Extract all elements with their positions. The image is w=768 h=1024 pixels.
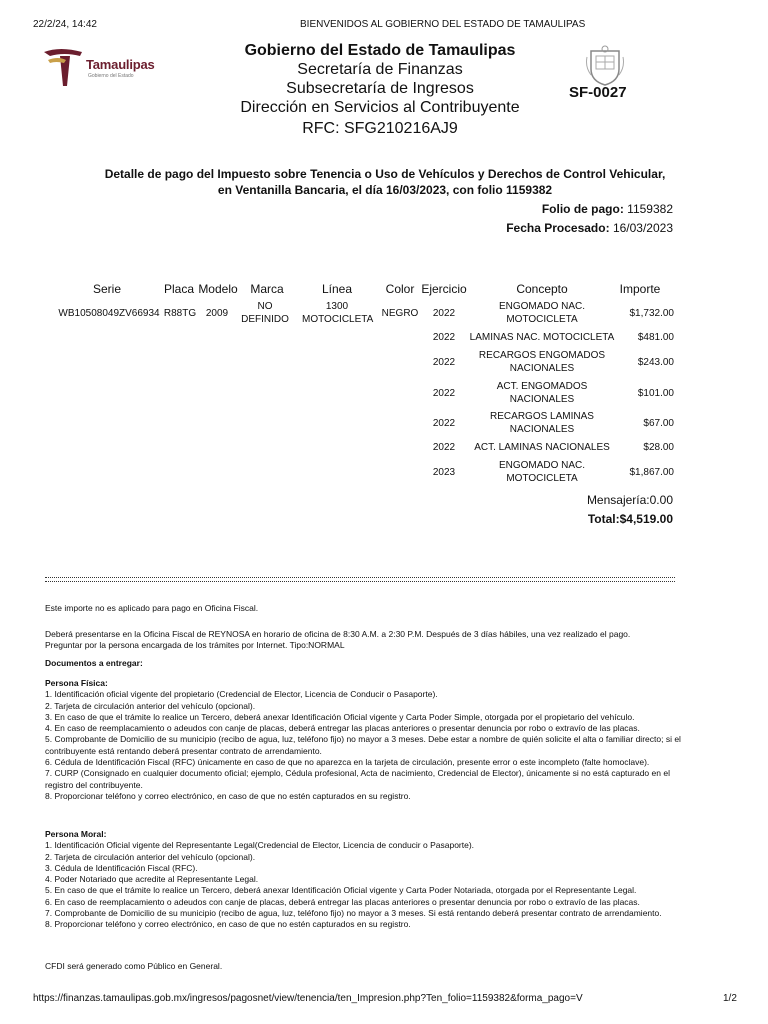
row-importe: $28.00	[643, 442, 674, 453]
table-row	[42, 380, 682, 406]
row-ejercicio: 2022	[432, 442, 456, 453]
header-government: Gobierno del Estado de Tamaulipas	[244, 42, 516, 59]
detail-title-line2: en Ventanilla Bancaria, el día 16/03/2023, con folio 1159382	[217, 183, 553, 197]
row-concepto	[467, 380, 617, 406]
folio-label: Folio de pago:	[541, 202, 624, 216]
th-concepto: Concepto	[516, 282, 568, 296]
th-importe: Importe	[619, 282, 661, 296]
row-importe: $243.00	[637, 357, 674, 368]
row-concepto	[467, 441, 617, 454]
row-concepto-line1: ACT. ENGOMADOS	[496, 381, 588, 392]
header-subsecretaria: Subsecretaría de Ingresos	[286, 80, 474, 97]
th-linea: Línea	[321, 282, 353, 296]
table-row	[42, 349, 682, 375]
list-item: 5. En caso de que el trámite lo realice un Tercero, deberá anexar Identificación Oficial vigente y Carta Poder Notariada, otorgada por el Representante Legal.	[45, 885, 637, 896]
row-concepto	[467, 300, 617, 326]
dotted-divider	[45, 577, 675, 582]
row-concepto-line2: MOTOCICLETA	[506, 314, 578, 325]
row-importe: $1,867.00	[629, 467, 674, 478]
persona-fisica-title: Persona Física:	[45, 678, 108, 688]
row-concepto	[467, 331, 617, 344]
list-item: 1. Identificación oficial vigente del propietario (Credencial de Elector, Licencia de Conducir o Pasaporte).	[45, 689, 438, 700]
table-row	[42, 330, 682, 344]
row-ejercicio: 2022	[432, 308, 456, 319]
list-item: 4. Poder Notariado que acredite al Representante Legal.	[45, 874, 259, 885]
row-ejercicio: 2023	[432, 467, 456, 478]
row-concepto-line1: RECARGOS ENGOMADOS	[478, 350, 606, 361]
table-row	[42, 441, 682, 455]
th-modelo: Modelo	[198, 282, 238, 296]
row-importe: $481.00	[637, 332, 674, 343]
list-item: 2. Tarjeta de circulación anterior del vehículo (opcional).	[45, 851, 256, 862]
table-row	[42, 459, 682, 485]
row-ejercicio: 2022	[432, 418, 456, 429]
list-item: 3. En caso de que el trámite lo realice un Tercero, deberá anexar Identificación Oficial vigente y Carta Poder Simple, otorgada por el propietario del vehículo.	[45, 711, 635, 722]
th-placa: Placa	[163, 282, 195, 296]
folio-value: 1159382	[627, 202, 673, 216]
vehicle-marca-line1: NO	[257, 301, 273, 312]
row-concepto-line2: NACIONALES	[509, 363, 575, 374]
header-secretaria: Secretaría de Finanzas	[297, 61, 463, 78]
fecha-label: Fecha Procesado:	[506, 221, 610, 235]
vehicle-linea-line2: MOTOCICLETA	[302, 314, 374, 325]
row-concepto-line2: NACIONALES	[509, 394, 575, 405]
total-amount	[588, 512, 673, 526]
fecha-procesado	[506, 221, 673, 235]
documentos-heading: Documentos a entregar:	[45, 658, 143, 668]
table-row	[42, 410, 682, 436]
note-no-fiscal: Este importe no es aplicado para pago en Oficina Fiscal.	[45, 603, 259, 613]
row-concepto	[467, 410, 617, 436]
row-concepto-line1: LAMINAS NAC. MOTOCICLETA	[469, 332, 615, 343]
page-url: https://finanzas.tamaulipas.gob.mx/ingresos/pagosnet/view/tenencia/ten_Impresion.php?Ten_folio=1159382&forma_pago=V	[33, 993, 583, 1004]
th-serie: Serie	[92, 282, 121, 296]
row-importe: $1,732.00	[629, 308, 674, 319]
vehicle-color: NEGRO	[381, 308, 419, 319]
row-concepto-line1: RECARGOS LAMINAS	[490, 411, 594, 422]
row-concepto-line1: ENGOMADO NAC.	[498, 301, 586, 312]
form-code: SF-0027	[569, 84, 627, 101]
print-page-title: BIENVENIDOS AL GOBIERNO DEL ESTADO DE TAMAULIPAS	[300, 19, 586, 30]
row-importe: $67.00	[643, 418, 674, 429]
row-importe: $101.00	[637, 388, 674, 399]
persona-fisica-list	[45, 678, 695, 802]
vehicle-serie: WB10508049ZV66934	[58, 308, 160, 319]
vehicle-linea-line1: 1300	[325, 301, 349, 312]
persona-moral-list	[45, 829, 695, 931]
total-value: $4,519.00	[619, 512, 673, 526]
row-concepto-line2: MOTOCICLETA	[506, 473, 578, 484]
list-item: 7. Comprobante de Domicilio de su municipio (recibo de agua, luz, teléfono fijo) no mayor a 3 meses. Si está rentando deberá presentar contrato de arrendamiento.	[45, 908, 662, 919]
table-row	[42, 300, 682, 326]
mensajeria-amount: Mensajería:0.00	[586, 493, 673, 507]
fecha-value: 16/03/2023	[612, 221, 673, 235]
row-concepto	[467, 349, 617, 375]
total-label: Total:	[587, 512, 620, 526]
th-marca: Marca	[250, 282, 284, 296]
vehicle-marca-line2: DEFINIDO	[241, 314, 289, 325]
list-item: 5. Comprobante de Domicilio de su municipio (recibo de agua, luz, teléfono fijo) no mayor a 3 meses. Debe estar a nombre de quién solicite el alta o familiar directo; si el contribuyente está rentando deberá presentar contrato de arrendamiento.	[45, 734, 681, 756]
list-item: 2. Tarjeta de circulación anterior del vehículo (opcional).	[45, 700, 256, 711]
header-direccion: Dirección en Servicios al Contribuyente	[240, 99, 520, 116]
list-item: 6. En caso de reemplacamiento o adeudos con canje de placas, deberá entregar las placas anteriores o presentar denuncia por robo o extravío de las placas.	[45, 896, 640, 907]
list-item: 4. En caso de reemplacamiento o adeudos con canje de placas, deberá entregar las placas anteriores o presentar denuncia por robo o extravío de las placas.	[45, 723, 640, 734]
note-cfdi: CFDI será generado como Público en General.	[45, 961, 223, 971]
row-concepto	[467, 459, 617, 485]
state-seal-icon	[585, 45, 625, 87]
print-datetime: 22/2/24, 14:42	[33, 19, 97, 30]
list-item: 1. Identificación Oficial vigente del Representante Legal(Credencial de Elector, Licencia de conducir o Pasaporte).	[45, 840, 475, 851]
logo-name: Tamaulipas	[86, 57, 155, 72]
note-preguntar: Preguntar por la persona encargada de los trámites por Internet. Tipo:NORMAL	[45, 640, 345, 650]
row-ejercicio: 2022	[432, 357, 456, 368]
persona-moral-title: Persona Moral:	[45, 829, 107, 839]
list-item: 6. Cédula de Identificación Fiscal (RFC) únicamente en caso de que no aparezca en la tarjeta de circulación, presente error o este incompleto (falte homoclave).	[45, 757, 650, 768]
row-concepto-line1: ACT. LAMINAS NACIONALES	[474, 442, 610, 453]
row-concepto-line2: NACIONALES	[509, 424, 575, 435]
header-rfc: RFC: SFG210216AJ9	[302, 120, 458, 137]
list-item: 3. Cédula de Identificación Fiscal (RFC).	[45, 862, 198, 873]
row-concepto-line1: ENGOMADO NAC.	[498, 460, 586, 471]
note-presentarse: Deberá presentarse en la Oficina Fiscal de REYNOSA en horario de oficina de 8:30 A.M. a 2:30 P.M. Después de 3 días hábiles, una vez realizado el pago.	[45, 629, 631, 639]
row-ejercicio: 2022	[432, 388, 456, 399]
vehicle-modelo: 2009	[205, 308, 229, 319]
th-color: Color	[385, 282, 415, 296]
list-item: 8. Proporcionar teléfono y correo electrónico, en caso de que no estén capturados en su registro.	[45, 919, 411, 930]
logo-subtitle: Gobierno del Estado	[88, 73, 134, 79]
detail-title-line1: Detalle de pago del Impuesto sobre Tenencia o Uso de Vehículos y Derechos de Control Vehicular,	[104, 167, 666, 181]
list-item: 7. CURP (Consignado en cualquier documento oficial; ejemplo, Cédula profesional, Acta de nacimiento, Credencial de Elector), únicamente si no está capturado en el registro del contribuyente.	[45, 768, 670, 790]
list-item: 8. Proporcionar teléfono y correo electrónico, en caso de que no estén capturados en su registro.	[45, 790, 411, 801]
folio-de-pago	[542, 202, 673, 216]
vehicle-placa: R88TG	[163, 308, 197, 319]
row-ejercicio: 2022	[432, 332, 456, 343]
th-ejercicio: Ejercicio	[421, 282, 467, 296]
page-number: 1/2	[723, 993, 737, 1004]
